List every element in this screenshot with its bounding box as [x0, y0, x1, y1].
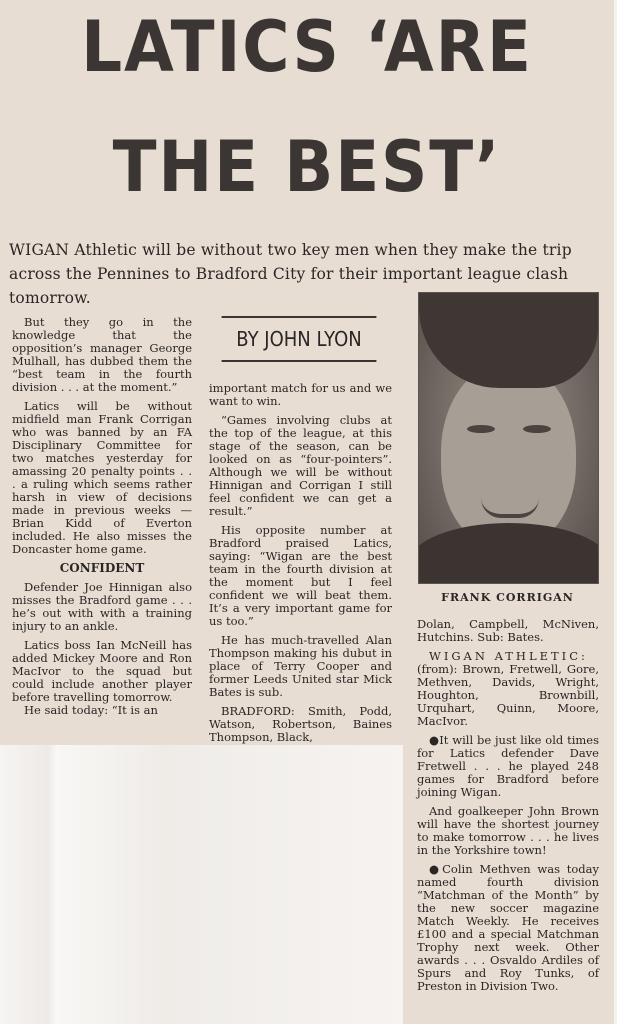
- paragraph: (from): Brown, Fretwell, Gore, Methven, Davids, Wright, Houghton, Brownbill, Urquhart, Quinn, Moore, MacIvor.: [417, 662, 599, 728]
- smile: [481, 498, 539, 518]
- photo-caption: FRANK CORRIGAN: [441, 591, 574, 604]
- paragraph: Dolan, Campbell, McNiven, Hutchins. Sub: Bates.: [417, 617, 599, 644]
- face: [441, 363, 576, 548]
- team-label: WIGAN ATHLETIC:: [429, 649, 588, 663]
- paragraph: But they go in the knowledge that the opposition’s manager George Mulhall, has dubbed them the “best team in the fourth division . . . at the moment.”: [12, 315, 192, 394]
- shoulders: [418, 523, 599, 584]
- hair: [419, 293, 598, 388]
- article-column-3: [417, 618, 599, 999]
- paragraph: And goalkeeper John Brown will have the shortest journey to make tomorrow . . . he lives in the Yorkshire town!: [417, 804, 599, 857]
- paragraph: BRADFORD: Smith, Podd, Watson, Robertson, Baines Thompson, Black,: [209, 704, 392, 744]
- paragraph: Latics will be without midfield man Frank Corrigan who was banned by an FA Disciplinary Committee for two matches yesterday for amassing 20 penalty points . . . a ruling which seems rather harsh in view of decisions made in previous weeks — Brian Kidd of Everton included. He also misses the Doncaster home game.: [12, 399, 192, 556]
- lede-paragraph: WIGAN Athletic will be without two key men when they make the trip across the Pennines to Bradford City for their important league clash tomorrow.: [9, 241, 572, 307]
- article-column-1: [12, 316, 192, 723]
- bullet-paragraph: ● It will be just like old times for Latics defender Dave Fretwell . . . he played 248 games for Bradford before joining Wigan.: [417, 734, 599, 799]
- paragraph: important match for us and we want to win.: [209, 381, 392, 408]
- paragraph: He has much-travelled Alan Thompson making his dubut in place of Terry Cooper and former Leeds United star Mick Bates is sub.: [209, 633, 392, 699]
- headline-line-1: LATICS ‘ARE: [81, 6, 533, 88]
- eye: [523, 425, 551, 433]
- paragraph: “Games involving clubs at the top of the league, at this stage of the season, can be looked on as “four-pointers”. Although we will be without Hinnigan and Corrigan I still feel confident we can get a result.”: [209, 413, 392, 518]
- portrait-photo: [418, 292, 599, 584]
- paragraph: Latics boss Ian McNeill has added Mickey Moore and Ron MacIvor to the squad but could include another player before travelling tomorrow.: [12, 638, 192, 704]
- subheading: CONFIDENT: [59, 561, 145, 575]
- paragraph: He said today: “It is an: [24, 703, 158, 717]
- eye: [467, 425, 495, 433]
- article-column-2: [209, 382, 392, 750]
- paragraph: His opposite number at Bradford praised Latics, saying: “Wigan are the best team in the fourth division at the moment but I feel confident we will beat them. It’s a very important game for us too.”: [209, 523, 392, 628]
- paragraph: Defender Joe Hinnigan also misses the Bradford game . . . he’s out with with a training injury to an ankle.: [12, 580, 192, 633]
- headline-line-2: THE BEST’: [112, 126, 502, 208]
- blank-background: [0, 745, 403, 1024]
- bullet-paragraph: ● Colin Methven was today named fourth division “Matchman of the Month” by the new soccer magazine Match Weekly. He receives £100 and a special Matchman Trophy next week. Other awards . . . Osvaldo Ardiles of Spurs and Roy Tunks, of Preston in Division Two.: [417, 863, 599, 993]
- byline: BY JOHN LYON: [222, 316, 377, 362]
